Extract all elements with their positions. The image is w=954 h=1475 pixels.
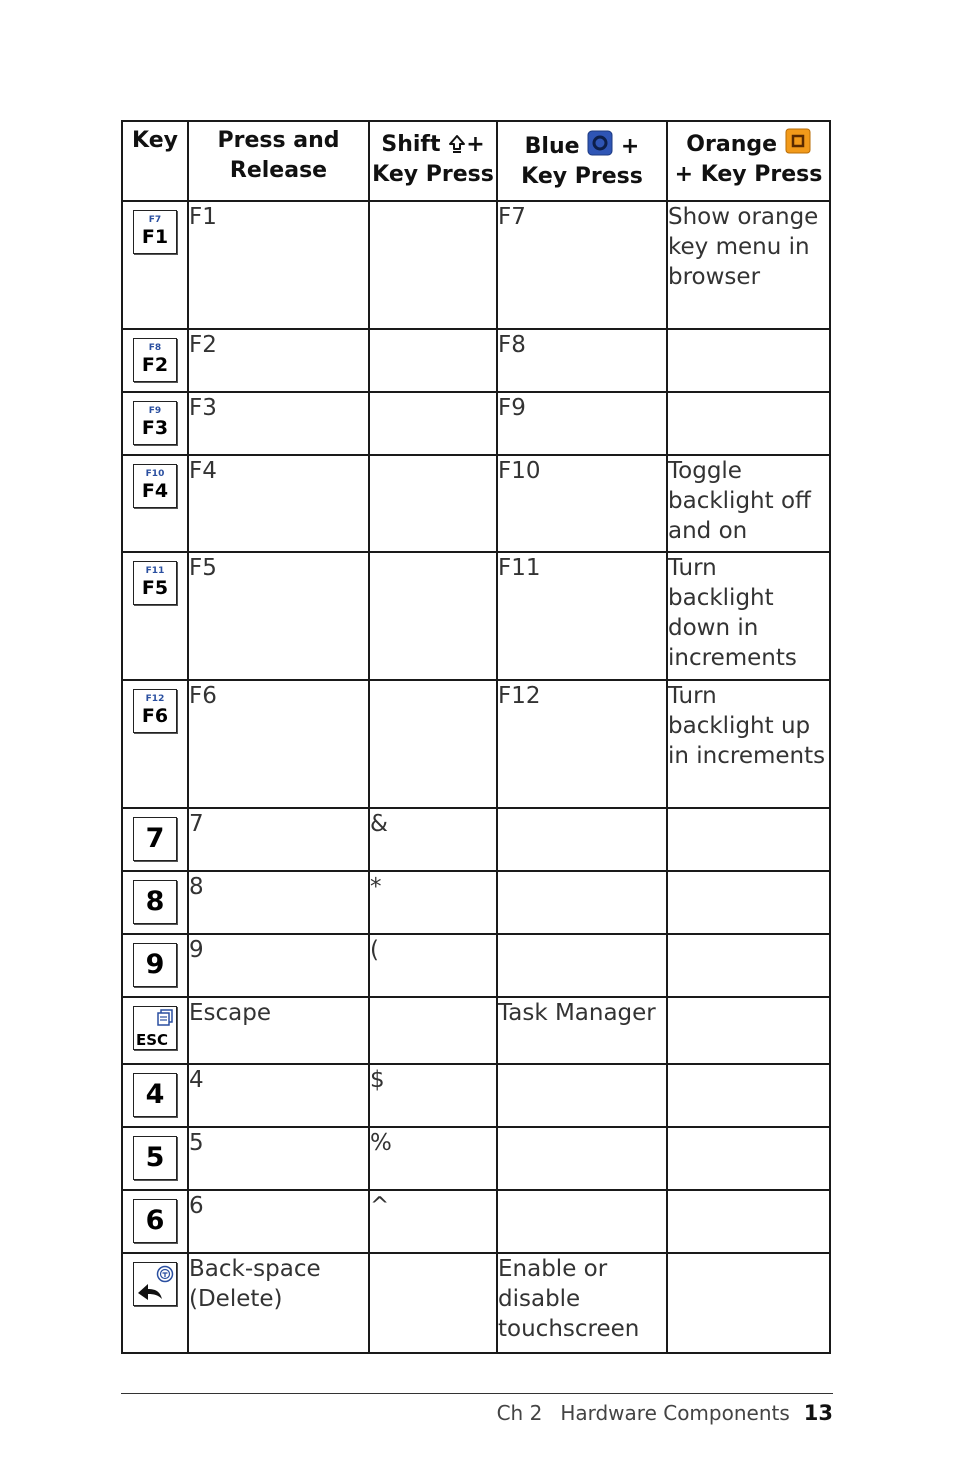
page-footer bbox=[497, 1400, 833, 1426]
orange-cell: Toggle backlight off and on bbox=[667, 455, 830, 552]
orange-cell bbox=[667, 329, 830, 392]
shift-cell bbox=[369, 1253, 497, 1353]
header-orange bbox=[667, 121, 830, 201]
table-row bbox=[122, 201, 830, 329]
shift-cell: ^ bbox=[369, 1190, 497, 1253]
key-6-icon bbox=[133, 1199, 177, 1243]
orange-cell bbox=[667, 1064, 830, 1127]
orange-cell: Turn backlight up in increments bbox=[667, 680, 830, 808]
blue-cell: Enable or disable touchscreen bbox=[497, 1253, 667, 1353]
key-cell bbox=[122, 201, 188, 329]
orange-cell bbox=[667, 392, 830, 455]
key-main-label: F6 bbox=[141, 705, 169, 727]
press-release-cell: 6 bbox=[188, 1190, 369, 1253]
key-f3-icon bbox=[133, 401, 177, 445]
key-cell bbox=[122, 997, 188, 1064]
shift-cell: % bbox=[369, 1127, 497, 1190]
orange-cell bbox=[667, 934, 830, 997]
key-f1-icon bbox=[133, 210, 177, 254]
footer-chapter: Ch 2 bbox=[496, 1401, 543, 1425]
footer-rule bbox=[121, 1393, 833, 1394]
table-row bbox=[122, 997, 830, 1064]
key-main-label: F2 bbox=[141, 354, 169, 376]
table-row bbox=[122, 455, 830, 552]
key-cell bbox=[122, 1253, 188, 1353]
press-release-cell: Back-space (Delete) bbox=[188, 1253, 369, 1353]
press-release-cell: F2 bbox=[188, 329, 369, 392]
key-f2-icon bbox=[133, 338, 177, 382]
press-release-cell: 5 bbox=[188, 1127, 369, 1190]
blue-cell bbox=[497, 871, 667, 934]
backspace-arrow-icon bbox=[136, 1280, 164, 1302]
key-cell bbox=[122, 1127, 188, 1190]
header-press-release bbox=[188, 121, 369, 201]
header-blue-plus: + bbox=[620, 134, 640, 159]
shift-cell bbox=[369, 552, 497, 680]
key-blue-label: F12 bbox=[145, 694, 165, 704]
blue-cell bbox=[497, 1127, 667, 1190]
key-main-label: F4 bbox=[141, 480, 169, 502]
shift-cell: $ bbox=[369, 1064, 497, 1127]
key-main-label: F5 bbox=[141, 577, 169, 599]
header-shift-keypress: Key Press bbox=[372, 162, 494, 187]
header-shift bbox=[369, 121, 497, 201]
table-row bbox=[122, 1190, 830, 1253]
key-f5-icon bbox=[133, 561, 177, 605]
blue-cell: F11 bbox=[497, 552, 667, 680]
page-number: 13 bbox=[803, 1401, 833, 1425]
key-cell bbox=[122, 871, 188, 934]
key-cell bbox=[122, 1064, 188, 1127]
shift-cell: ( bbox=[369, 934, 497, 997]
orange-key-icon bbox=[785, 128, 811, 154]
key-f4-icon bbox=[133, 464, 177, 508]
orange-cell bbox=[667, 871, 830, 934]
key-9-icon bbox=[133, 943, 177, 987]
orange-cell bbox=[667, 997, 830, 1064]
table-row bbox=[122, 808, 830, 871]
key-cell bbox=[122, 808, 188, 871]
key-cell bbox=[122, 934, 188, 997]
backspace-touch-icon bbox=[133, 1262, 177, 1306]
press-release-cell: 9 bbox=[188, 934, 369, 997]
key-main-label: F3 bbox=[141, 417, 169, 439]
key-digit-label: 4 bbox=[145, 1079, 165, 1110]
press-release-cell: 8 bbox=[188, 871, 369, 934]
orange-cell bbox=[667, 1127, 830, 1190]
table-row bbox=[122, 680, 830, 808]
header-shift-label: Shift bbox=[381, 132, 441, 157]
table-row bbox=[122, 1064, 830, 1127]
key-function-table bbox=[121, 120, 831, 1354]
key-cell bbox=[122, 392, 188, 455]
key-cell bbox=[122, 680, 188, 808]
key-digit-label: 6 bbox=[145, 1205, 165, 1236]
shift-cell bbox=[369, 680, 497, 808]
press-release-cell: F3 bbox=[188, 392, 369, 455]
header-row bbox=[122, 121, 830, 201]
key-cell bbox=[122, 1190, 188, 1253]
table-row bbox=[122, 871, 830, 934]
key-blue-label: F10 bbox=[145, 469, 165, 479]
press-release-cell: 7 bbox=[188, 808, 369, 871]
orange-cell: Turn backlight down in increments bbox=[667, 552, 830, 680]
header-key-label: Key bbox=[132, 128, 178, 153]
header-shift-plus: + bbox=[466, 132, 485, 157]
blue-cell: F12 bbox=[497, 680, 667, 808]
blue-key-icon bbox=[587, 130, 613, 156]
shift-arrow-icon bbox=[448, 134, 466, 154]
header-orange-keypress: + Key Press bbox=[674, 162, 823, 187]
blue-cell: F7 bbox=[497, 201, 667, 329]
blue-cell bbox=[497, 1190, 667, 1253]
key-digit-label: 8 bbox=[145, 886, 165, 917]
shift-cell: * bbox=[369, 871, 497, 934]
table-row bbox=[122, 1127, 830, 1190]
orange-cell: Show orange key menu in browser bbox=[667, 201, 830, 329]
table-row bbox=[122, 552, 830, 680]
orange-cell bbox=[667, 808, 830, 871]
key-esc-label: ESC bbox=[136, 1031, 169, 1049]
blue-cell bbox=[497, 808, 667, 871]
table-row bbox=[122, 934, 830, 997]
key-blue-label: F11 bbox=[145, 566, 165, 576]
orange-cell bbox=[667, 1190, 830, 1253]
header-blue-keypress: Key Press bbox=[521, 164, 643, 189]
key-5-icon bbox=[133, 1136, 177, 1180]
shift-cell: & bbox=[369, 808, 497, 871]
blue-cell bbox=[497, 934, 667, 997]
shift-cell bbox=[369, 455, 497, 552]
key-blue-label: F7 bbox=[148, 215, 162, 225]
table-row bbox=[122, 329, 830, 392]
key-esc-icon bbox=[133, 1006, 177, 1050]
header-blue bbox=[497, 121, 667, 201]
key-blue-label: F9 bbox=[148, 406, 162, 416]
key-cell bbox=[122, 552, 188, 680]
key-cell bbox=[122, 455, 188, 552]
key-8-icon bbox=[133, 880, 177, 924]
key-cell bbox=[122, 329, 188, 392]
key-4-icon bbox=[133, 1073, 177, 1117]
shift-cell bbox=[369, 201, 497, 329]
blue-cell bbox=[497, 1064, 667, 1127]
press-release-cell: F5 bbox=[188, 552, 369, 680]
header-key bbox=[122, 121, 188, 201]
header-blue-label: Blue bbox=[524, 134, 580, 159]
key-7-icon bbox=[133, 817, 177, 861]
key-digit-label: 7 bbox=[145, 823, 165, 854]
table-row bbox=[122, 392, 830, 455]
task-manager-icon bbox=[156, 1009, 174, 1027]
table-row bbox=[122, 1253, 830, 1353]
press-release-cell: F4 bbox=[188, 455, 369, 552]
press-release-cell: F6 bbox=[188, 680, 369, 808]
shift-cell bbox=[369, 997, 497, 1064]
key-digit-label: 5 bbox=[145, 1142, 165, 1173]
shift-cell bbox=[369, 392, 497, 455]
key-main-label: F1 bbox=[141, 226, 169, 248]
blue-cell: Task Manager bbox=[497, 997, 667, 1064]
press-release-cell: 4 bbox=[188, 1064, 369, 1127]
blue-cell: F9 bbox=[497, 392, 667, 455]
key-f6-icon bbox=[133, 689, 177, 733]
blue-cell: F8 bbox=[497, 329, 667, 392]
press-release-cell: F1 bbox=[188, 201, 369, 329]
orange-cell bbox=[667, 1253, 830, 1353]
press-release-cell: Escape bbox=[188, 997, 369, 1064]
shift-cell bbox=[369, 329, 497, 392]
header-press-release-label: Press and Release bbox=[217, 128, 340, 183]
header-orange-label: Orange bbox=[686, 132, 778, 157]
footer-section: Hardware Components bbox=[560, 1401, 790, 1425]
key-blue-label: F8 bbox=[148, 343, 162, 353]
blue-cell: F10 bbox=[497, 455, 667, 552]
key-digit-label: 9 bbox=[145, 949, 165, 980]
